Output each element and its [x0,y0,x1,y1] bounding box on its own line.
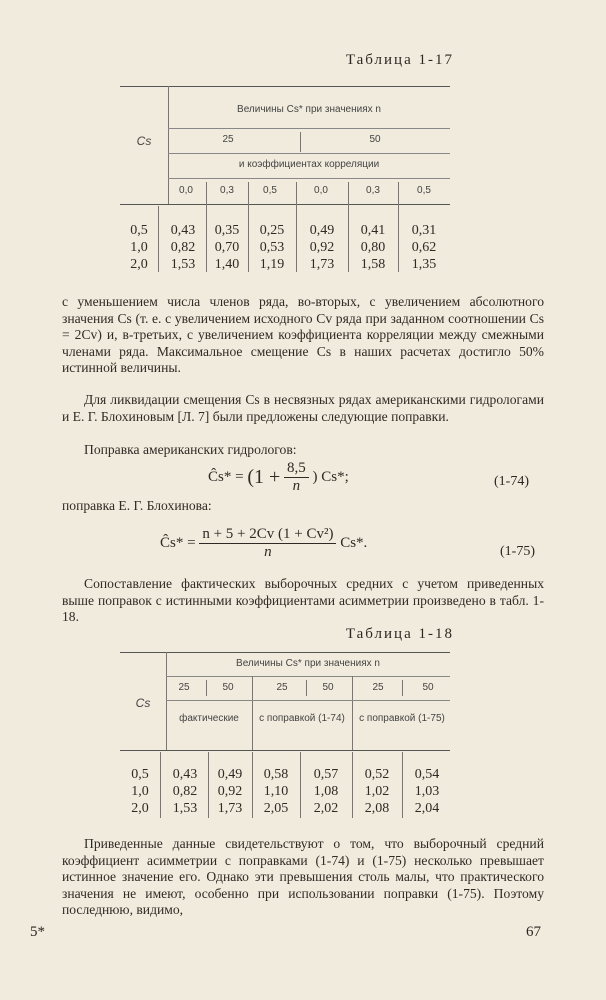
formula-1-74-denominator: n [292,478,301,494]
table-18-top-rule [120,652,450,653]
table-17-cs-values: 0,5 1,0 2,0 [130,223,148,272]
table-18-rule-2 [166,700,450,701]
table-18-n-label: 50 [422,682,434,693]
formula-1-74-open: (1 + [247,466,281,488]
table-17-n50: 50 [369,134,381,145]
table-17-column: 0,25 0,53 1,19 [259,223,285,272]
table-18-column: 0,54 1,03 2,04 [414,767,440,816]
table-18-column: 0,57 1,08 2,02 [313,767,339,816]
table-18-column: 0,43 0,82 1,53 [172,767,198,816]
table-17-column: 0,43 0,82 1,53 [170,223,196,272]
table-17-corr-value: 0,5 [263,185,277,196]
formula-1-74 [208,460,349,495]
table-18-group-divider [352,676,353,750]
table-17-cs-header: Cs [136,134,152,148]
formula-1-74-numerator: 8,5 [284,460,309,478]
table-17-corr-value: 0,5 [417,185,431,196]
signature-mark: 5* [30,924,45,940]
table-17-main-header: Величины Cs* при значениях n [237,104,381,115]
table-18-col-divider [160,752,161,818]
table-17-corr-value: 0,0 [314,185,328,196]
table-17-column: 0,35 0,70 1,40 [214,223,240,272]
table-18-group-label: фактические [179,713,239,724]
table-17-corr-value: 0,0 [179,185,193,196]
table-18-column: 0,58 1,10 2,05 [263,767,289,816]
table-18-cs-header: Cs [135,696,151,710]
formula-1-75-denominator: n [264,544,272,560]
table-17-corr-value: 0,3 [220,185,234,196]
equation-number-1-74: (1-74) [494,474,529,489]
paragraph-6: Приведенные данные свидетельствуют о том, что выборочный средний коэффициент асимметрии с поправками (1-74) и (1-75) несколько превышает истинное значение его. Однако эти превышения столь малы, что практического значения не имеют, особенно при использовании поправки (1-75). Поэтому последнюю, видимо, [62,836,544,918]
formula-1-75-tail: Cs*. [340,534,368,551]
table-18-cs-values: 0,5 1,0 2,0 [131,767,149,816]
table-17-column: 0,49 0,92 1,73 [309,223,335,272]
table-17-title: Таблица 1-17 [345,52,454,68]
table-18-n-divider [402,680,403,696]
table-18-title: Таблица 1-18 [345,626,454,642]
paragraph-2: Для ликвидации смещения Cs в несвязных рядах американскими гидрологами и Е. Г. Блохиновым [Л. 7] были предложены следующие поправки. [62,392,544,424]
page-number: 67 [526,924,541,940]
table-17-corr-label: и коэффициентах корреляции [238,159,380,170]
table-17-rule-1 [168,128,450,129]
table-17-n25: 25 [222,134,234,145]
table-17-column: 0,31 0,62 1,35 [411,223,437,272]
table-18-n-label: 25 [178,682,190,693]
table-18-column: 0,52 1,02 2,08 [364,767,390,816]
table-18-n-divider [206,680,207,696]
table-18-n-label: 25 [276,682,288,693]
table-17-mid-rule [120,204,450,205]
table-17-rule-3 [168,178,450,179]
paragraph-5: Сопоставление фактических выборочных средних с учетом приведенных выше поправок с истинными коэффициентами асимметрии произведено в табл. 1-18. [62,576,544,625]
table-18-n-divider [306,680,307,696]
table-18-rule-1 [166,676,450,677]
table-17-corr-value: 0,3 [366,185,380,196]
table-18-group-divider [252,676,253,750]
table-18-column: 0,49 0,92 1,73 [217,767,243,816]
equation-number-1-75: (1-75) [500,544,535,559]
table-17-column: 0,41 0,80 1,58 [360,223,386,272]
formula-1-74-tail: ) Cs*; [312,468,349,485]
paragraph-3: Поправка американских гидрологов: [84,442,297,457]
paragraph-4: поправка Е. Г. Блохинова: [62,498,212,513]
table-17-rule-2 [168,153,450,154]
formula-1-75 [160,526,367,561]
table-17-top-rule [120,86,450,87]
table-18-n-label: 50 [222,682,234,693]
table-18-n-label: 50 [322,682,334,693]
table-18-main-header: Величины Cs* при значениях n [236,658,380,669]
paragraph-1: с уменьшением числа членов ряда, во-вторых, с увеличением абсолютного значения Cs (т. е. с увеличением исходного Cv ряда при заданном соотношении Cs = 2Cv) и, в-третьих, с увеличением коэффициента корреляции между смежными членами ряда. Максимальное смещение Cs в наших расчетах достигло 50% истинной величины. [62,294,544,376]
table-17-col-divider [158,206,159,272]
table-18-mid-rule [120,750,450,751]
table-18-group-label: с поправкой (1-74) [259,713,345,724]
formula-1-75-numerator: n + 5 + 2Cv (1 + Cv²) [199,526,336,544]
table-18-group-label: с поправкой (1-75) [359,713,445,724]
formula-1-74-lhs: Ĉs* = [208,468,244,485]
table-18-n-label: 25 [372,682,384,693]
formula-1-75-lhs: Ĉs* = [160,534,196,551]
